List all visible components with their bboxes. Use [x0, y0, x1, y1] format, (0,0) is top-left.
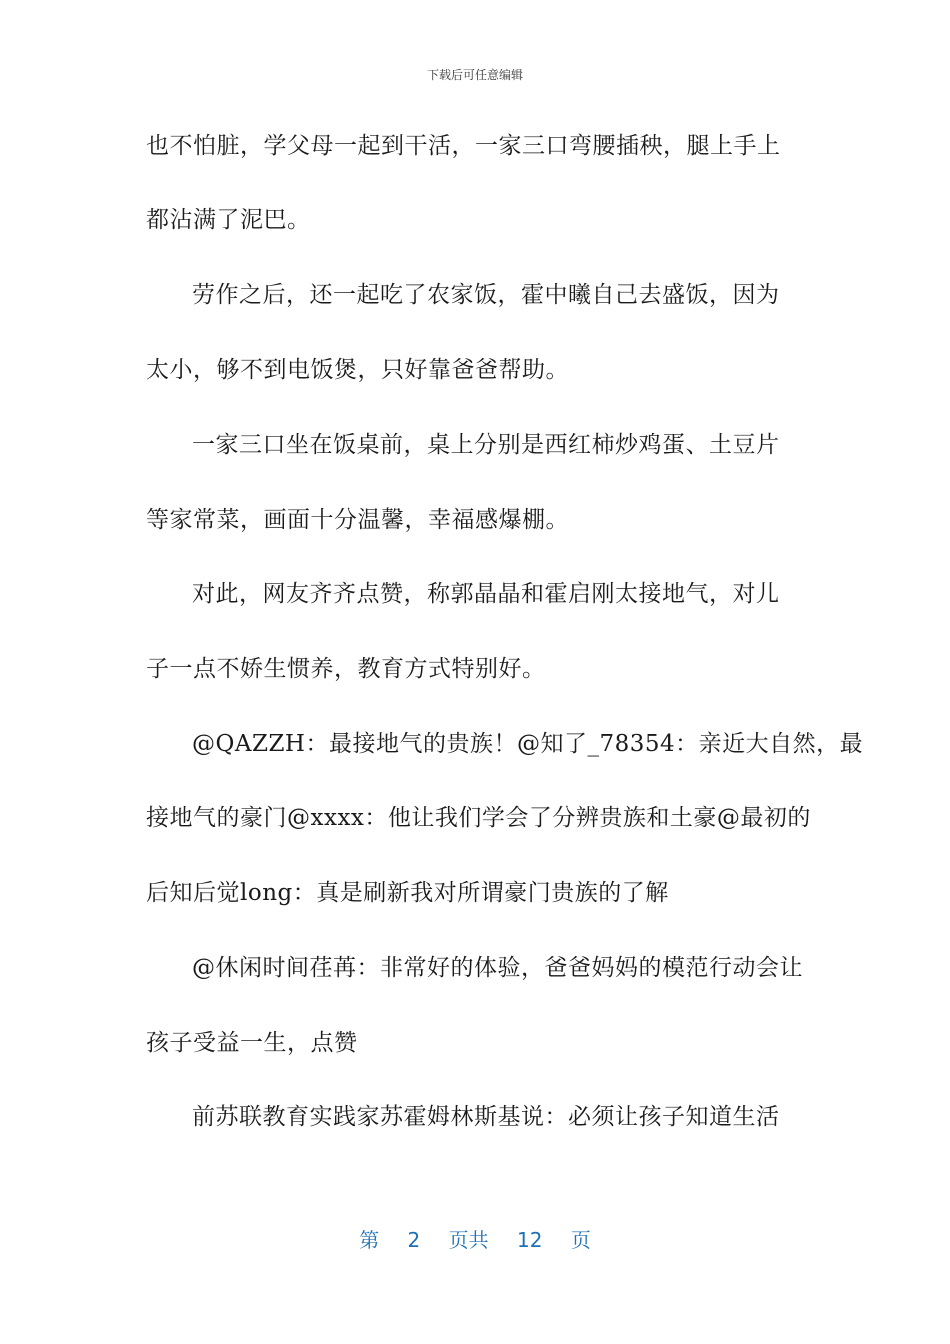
- footer-middle: 页共: [448, 1228, 489, 1252]
- body-line: 子一点不娇生惯养，教育方式特别好。: [146, 656, 546, 682]
- body-line: 后知后觉long：真是刷新我对所谓豪门贵族的了解: [146, 880, 669, 906]
- body-line: 都沾满了泥巴。: [146, 207, 311, 233]
- footer-suffix: 页: [570, 1228, 591, 1252]
- current-page-number: 2: [407, 1228, 421, 1252]
- body-line: 接地气的豪门@xxxx：他让我们学会了分辨贵族和土豪@最初的: [146, 805, 811, 831]
- paragraph-first-line: @休闲时间荏苒：非常好的体验，爸爸妈妈的模范行动会让: [192, 955, 803, 981]
- total-page-count: 12: [517, 1228, 543, 1252]
- body-line: 孩子受益一生，点赞: [146, 1030, 358, 1056]
- paragraph-first-line: 劳作之后，还一起吃了农家饭，霍中曦自己去盛饭，因为: [192, 282, 780, 308]
- page-footer: [0, 1224, 950, 1253]
- page-header: 下载后可任意编辑: [426, 68, 523, 82]
- paragraph-first-line: 对此，网友齐齐点赞，称郭晶晶和霍启刚太接地气，对儿: [192, 581, 780, 607]
- paragraph-first-line: 一家三口坐在饭桌前，桌上分别是西红柿炒鸡蛋、土豆片: [192, 432, 780, 458]
- body-line: 也不怕脏，学父母一起到干活，一家三口弯腰插秧，腿上手上: [146, 133, 781, 159]
- body-line: 太小，够不到电饭煲，只好靠爸爸帮助。: [146, 357, 569, 383]
- paragraph-first-line: @QAZZH：最接地气的贵族！@知了_78354：亲近大自然，最: [192, 731, 864, 757]
- paragraph-first-line: 前苏联教育实践家苏霍姆林斯基说：必须让孩子知道生活: [192, 1104, 780, 1130]
- body-line: 等家常菜，画面十分温馨，幸福感爆棚。: [146, 507, 569, 533]
- footer-prefix: 第: [359, 1228, 380, 1252]
